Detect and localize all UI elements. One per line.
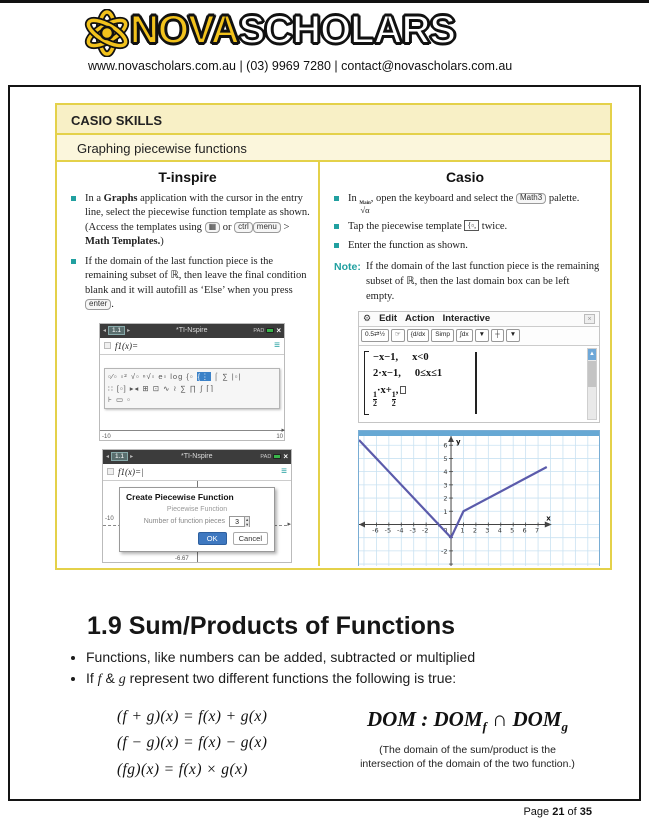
hamburger-menu-icon[interactable]: ≡ [281, 465, 287, 477]
scrollbar[interactable] [587, 348, 597, 420]
axis-bottom-label: -6.67 [175, 555, 189, 562]
ok-button[interactable]: OK [198, 532, 227, 545]
casio-bullet-3: Enter the function as shown. [334, 239, 602, 253]
svg-text:-3: -3 [409, 525, 416, 534]
piecewise-template-icon-selected[interactable]: {⋮ [197, 371, 210, 381]
svg-text:-2: -2 [421, 525, 429, 534]
svg-text:3: 3 [443, 480, 448, 489]
text-segment: application with the cursor in the entry line, select the piecewise function template as shown. (Access the templates using [85, 193, 310, 233]
math3-key-icon: Math3 [516, 193, 546, 204]
cancel-button[interactable]: Cancel [233, 532, 268, 545]
text-segment: ) [160, 236, 164, 248]
casio-toolbar [359, 327, 599, 346]
y-axis-line [197, 552, 198, 562]
text-segment: > [280, 221, 290, 233]
sum-bullet-1: • Functions, like numbers can be added, subtracted or multiplied [86, 649, 590, 665]
pad-label: PAD [253, 327, 265, 334]
note-text: If the domain of the last function piece is the remaining subset of ℝ, then the last domain box can be left empty. [366, 261, 600, 302]
menu-key-icon: menu [253, 222, 281, 233]
brand-nova: NOVA [130, 8, 239, 52]
tab-prev-icon[interactable]: ◂ [106, 454, 110, 461]
ti-titlebar [103, 450, 291, 464]
tab-prev-icon[interactable]: ◂ [103, 328, 107, 335]
axis-min-label: -10 [105, 515, 114, 522]
derivative-button[interactable]: {d/dx [407, 329, 429, 341]
fraction: $\frac{1}{2}$ [391, 390, 396, 409]
menu-interactive[interactable]: Interactive [442, 313, 491, 325]
casio-column [320, 162, 610, 566]
casio-bullets [320, 192, 610, 253]
fraction: $\frac{1}{2}$ [373, 390, 377, 409]
dialog-subtitle: Piecewise Function [166, 505, 228, 513]
brand-scholars: SCHOLARS [238, 8, 456, 52]
svg-text:6: 6 [443, 441, 448, 450]
stepper-value[interactable]: 3 [235, 518, 239, 526]
palette-row-3[interactable]: ⊦ ▭ ▫ [108, 395, 131, 405]
graph-button[interactable]: ┼ [491, 329, 504, 341]
ctrl-key-icon: ctrl [234, 222, 253, 233]
battery-icon [266, 328, 274, 333]
svg-text:-2: -2 [441, 546, 448, 555]
gear-icon[interactable]: ⚙ [363, 313, 372, 324]
casio-graph-window [358, 430, 600, 566]
pad-label: PAD [260, 453, 272, 460]
axis-max-label: 10 [276, 433, 283, 440]
close-icon[interactable]: × [584, 314, 595, 324]
axis-min-label: -10 [102, 433, 111, 440]
page-top-border [0, 0, 649, 3]
pieces-stepper[interactable] [229, 516, 250, 527]
ti-graph-area [103, 481, 291, 562]
axis-arrow-icon: ▸ [281, 426, 285, 434]
piecewise-brace [364, 351, 369, 415]
menu-edit[interactable]: Edit [379, 313, 398, 325]
svg-text:-4: -4 [397, 525, 404, 534]
templates-key-icon: ▦ [205, 222, 221, 233]
ti-screenshot-templates [99, 323, 285, 441]
text-segment: If the domain of the last function piece is the remaining subset of ℝ, then leave the final condition blank and it will autofill as ‘Else’ when you press [85, 255, 307, 296]
dropdown-button[interactable]: ▼ [475, 329, 489, 341]
menu-action[interactable]: Action [405, 313, 435, 325]
domain-caption: (The domain of the sum/product is the intersection of the domain of the two function.) [360, 744, 575, 771]
text-segment: twice. [479, 220, 508, 232]
sum-equation: (f + g)(x) = f(x) + g(x) [117, 708, 268, 725]
svg-text:y: y [456, 437, 461, 446]
casio-heading: Casio [445, 169, 485, 185]
ti-graph-area [100, 368, 284, 440]
text-segment: Math Templates. [85, 236, 161, 248]
close-icon[interactable]: × [276, 325, 281, 335]
empty-domain-box[interactable] [400, 386, 406, 394]
pointer-button[interactable]: ☞ [391, 329, 405, 341]
svg-text:4: 4 [497, 525, 502, 534]
content-border-box [8, 85, 641, 801]
close-icon[interactable]: × [283, 451, 288, 461]
scroll-thumb[interactable] [588, 361, 596, 387]
svg-text:1: 1 [443, 507, 448, 516]
section-bullets [70, 649, 590, 693]
svg-text:6: 6 [522, 525, 527, 534]
x-axis-line [100, 430, 284, 431]
svg-text:-5: -5 [384, 525, 392, 534]
ti-titlebar [100, 324, 284, 338]
battery-icon [273, 454, 281, 459]
tab-next-icon[interactable]: ▸ [127, 328, 131, 335]
casio-graph-svg [359, 436, 599, 566]
text-segment: Graphs [103, 193, 138, 204]
simplify-button[interactable]: Simp [431, 329, 454, 341]
svg-text:1: 1 [460, 525, 465, 534]
function-equations [117, 704, 267, 783]
ti-entry-line [103, 464, 291, 481]
scroll-up-icon[interactable]: ▲ [588, 349, 596, 360]
stepper-down-icon[interactable]: ▾ [246, 521, 249, 527]
svg-text:x: x [546, 513, 551, 522]
ti-screenshot-dialog [102, 449, 292, 563]
text-segment: or [220, 221, 235, 233]
axis-arrow-icon: ▸ [287, 520, 291, 528]
template-icons[interactable]: ▫⁄▫ ▫² √▫ ⁿ√▫ e▫ log {▫ [108, 371, 194, 381]
casio-math-area[interactable] [359, 346, 599, 422]
template-icons[interactable]: ⌠ ∑ |▫| [213, 371, 242, 381]
product-equation: (fg)(x) = f(x) × g(x) [117, 760, 248, 778]
math-template-palette[interactable] [104, 368, 280, 409]
piece-2: 2·x−1, 0≤x≤1 [373, 368, 443, 380]
tinspire-heading: T-inspire [158, 169, 217, 185]
tab-label[interactable]: 1.1 [108, 326, 125, 335]
svg-text:-6: -6 [372, 525, 379, 534]
note-block [320, 258, 610, 304]
text-segment: Tap the piecewise template [348, 220, 465, 232]
integral-button[interactable]: ∫dx [456, 329, 473, 341]
create-piecewise-dialog [119, 487, 275, 552]
svg-text:3: 3 [485, 525, 490, 534]
piece-3: $\frac{1}{2}$ ·x+ $\frac{1}{2}$ , [373, 383, 442, 408]
tinspire-bullets [57, 192, 318, 313]
main-app-icon: Main √α [359, 201, 371, 215]
table-subtitle: Graphing piecewise functions [57, 135, 610, 162]
frac-decimal-button[interactable]: 0.5⇄½ [361, 329, 389, 341]
text-segment: In a [85, 193, 104, 204]
text-cursor [475, 352, 477, 414]
function-entry[interactable]: f1(x)= [115, 340, 139, 351]
dialog-title: Create Piecewise Function [126, 491, 234, 502]
sum-bullet-2: • If f & g represent two different functions the following is true: [86, 670, 590, 688]
tab-next-icon[interactable]: ▸ [130, 454, 134, 461]
text-segment: In [348, 193, 360, 204]
piecewise-template-icon: {▫, [464, 220, 479, 232]
svg-text:5: 5 [443, 454, 448, 463]
svg-text:2: 2 [472, 525, 477, 534]
ti-doc-title: *TI-Nspire [175, 327, 208, 335]
ti-entry-line [100, 338, 284, 355]
svg-text:7: 7 [534, 525, 540, 534]
svg-text:5: 5 [510, 525, 515, 534]
casio-bullet-1 [334, 192, 602, 215]
tinspire-column [57, 162, 320, 566]
section-heading: 1.9 Sum/Products of Functions [87, 612, 456, 640]
svg-text:0: 0 [443, 525, 448, 534]
svg-text:4: 4 [443, 467, 448, 476]
contact-line: www.novascholars.com.au | (03) 9969 7280 | contact@novascholars.com.au [88, 59, 513, 73]
domain-rule-block [320, 707, 615, 772]
pieces-label: Number of function pieces [143, 517, 226, 525]
domain-formula: DOM : $DOM_f$ ∩ $DOM_g$ [367, 707, 568, 735]
piece-1: −x−1, x<0 [373, 351, 429, 363]
ti-page-tab[interactable] [103, 326, 130, 335]
enter-key-icon: enter [85, 299, 111, 310]
hamburger-menu-icon[interactable]: ≡ [274, 339, 280, 351]
casio-skills-table [55, 103, 612, 570]
brand-wordmark [130, 8, 455, 53]
tab-label[interactable]: 1.1 [111, 452, 128, 461]
casio-screenshot [358, 311, 600, 423]
tinspire-bullet-2 [71, 255, 310, 313]
palette-row-2[interactable]: ∷ [▫] ▸◂ ⊞ ⊡ ∿ ≀ ∑ ∏ ∫ ⌈⌉ [108, 383, 215, 393]
text-segment: , open the keyboard and select the [370, 193, 516, 204]
tinspire-bullet-1 [71, 192, 310, 250]
text-segment: palette. [546, 193, 580, 204]
checkbox[interactable] [107, 468, 114, 475]
svg-text:2: 2 [443, 494, 448, 503]
atom-logo-icon [84, 9, 130, 57]
note-label: Note: [334, 261, 361, 274]
function-entry[interactable]: f1(x)=| [118, 466, 144, 477]
text-segment: . [111, 299, 114, 311]
table-title: CASIO SKILLS [57, 105, 610, 135]
checkbox[interactable] [104, 342, 111, 349]
dropdown-button[interactable]: ▼ [506, 329, 520, 341]
ti-page-tab[interactable] [106, 452, 133, 461]
casio-menubar [359, 312, 599, 327]
palette-row-1 [108, 371, 276, 383]
stepper-up-icon[interactable]: ▴ [246, 516, 249, 522]
ti-doc-title: *TI-Nspire [180, 453, 213, 461]
page-number: Page 21 of 35 [523, 806, 592, 818]
casio-bullet-2 [334, 220, 602, 234]
difference-equation: (f − g)(x) = f(x) − g(x) [117, 734, 268, 752]
